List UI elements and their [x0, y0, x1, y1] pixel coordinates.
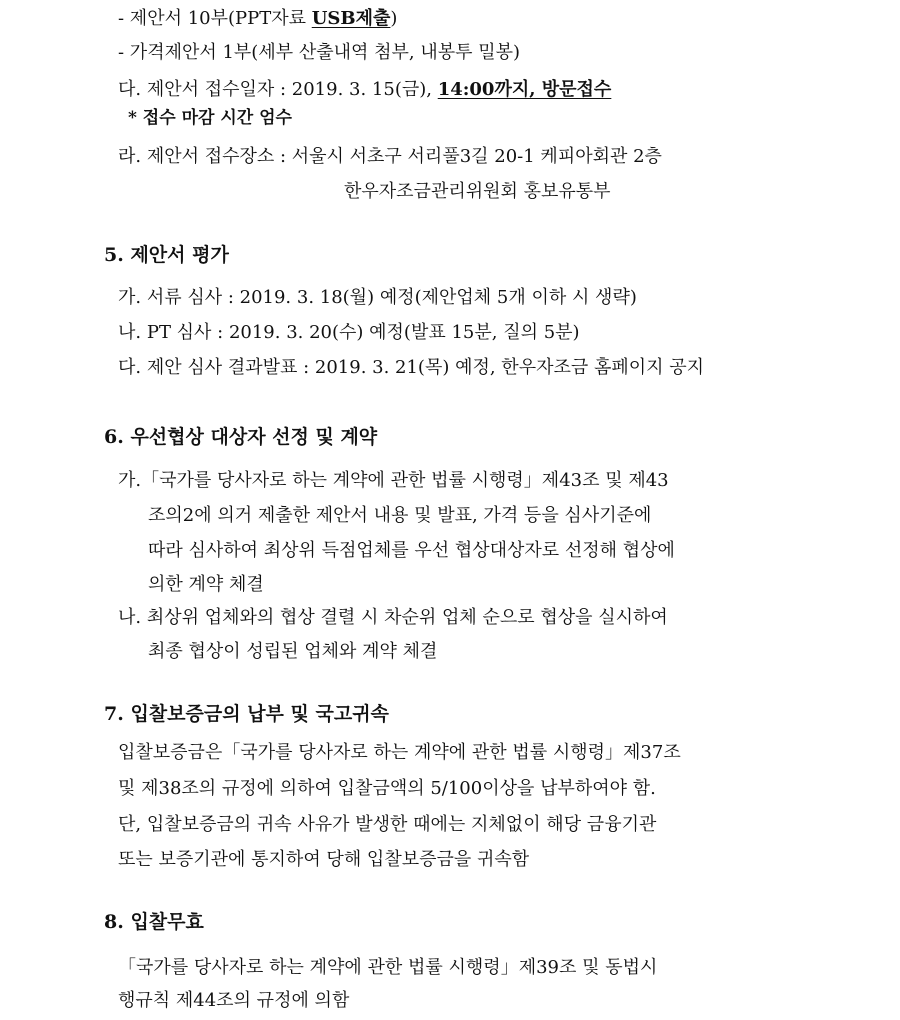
- section8-line1: 「국가를 당사자로 하는 계약에 관한 법률 시행령」제39조 및 동법시: [118, 957, 658, 978]
- submission-date-item: [118, 79, 611, 101]
- section5-item-1: 가. 서류 심사 : 2019. 3. 18(월) 예정(제안업체 5개 이하 시 생략): [118, 287, 637, 308]
- section5-item-2: 나. PT 심사 : 2019. 3. 20(수) 예정(발표 15분, 질의 5분): [118, 322, 580, 343]
- section6-ga-line1: 가.「국가를 당사자로 하는 계약에 관한 법률 시행령」제43조 및 제43: [118, 470, 669, 491]
- section7-heading: 7. 입찰보증금의 납부 및 국고귀속: [104, 703, 389, 725]
- section7-line1: 입찰보증금은「국가를 당사자로 하는 계약에 관한 법률 시행령」제37조: [118, 742, 681, 763]
- submission-deadline-emphasis: 14:00까지, 방문접수: [437, 79, 612, 100]
- proposal-copies-close: ): [390, 8, 398, 29]
- section6-na-line1: 나. 최상위 업체와의 협상 결렬 시 차순위 업체 순으로 협상을 실시하여: [118, 607, 668, 628]
- section6-na-line2: 최종 협상이 성립된 업체와 계약 체결: [148, 641, 438, 662]
- deadline-note: * 접수 마감 시간 엄수: [128, 108, 292, 128]
- section5-item-3: 다. 제안 심사 결과발표 : 2019. 3. 21(목) 예정, 한우자조금 홈페이지 공지: [118, 357, 705, 378]
- section7-line3: 단, 입찰보증금의 귀속 사유가 발생한 때에는 지체없이 해당 금융기관: [118, 814, 657, 835]
- proposal-copies-item: [118, 8, 397, 30]
- section7-line2: 및 제38조의 규정에 의하여 입찰금액의 5/100이상을 납부하여야 함.: [118, 778, 656, 799]
- section8-line2: 행규칙 제44조의 규정에 의함: [118, 990, 350, 1011]
- submission-place-line2: 한우자조금관리위원회 홍보유통부: [344, 181, 611, 202]
- section7-line4: 또는 보증기관에 통지하여 당해 입찰보증금을 귀속함: [118, 849, 530, 870]
- usb-submission-emphasis: USB제출: [311, 8, 391, 29]
- price-proposal-item: - 가격제안서 1부(세부 산출내역 첨부, 내봉투 밀봉): [118, 42, 521, 63]
- section8-heading: 8. 입찰무효: [104, 911, 204, 933]
- submission-date-text: 다. 제안서 접수일자 : 2019. 3. 15(금),: [118, 79, 438, 100]
- section5-heading: 5. 제안서 평가: [104, 244, 229, 266]
- section6-ga-line4: 의한 계약 체결: [148, 574, 264, 595]
- submission-place-line1: 라. 제안서 접수장소 : 서울시 서초구 서리풀3길 20-1 케피아회관 2층: [118, 146, 662, 167]
- section6-heading: 6. 우선협상 대상자 선정 및 계약: [104, 426, 378, 448]
- proposal-copies-text: - 제안서 10부(PPT자료: [118, 8, 312, 29]
- section6-ga-line3: 따라 심사하여 최상위 득점업체를 우선 협상대상자로 선정해 협상에: [148, 540, 675, 561]
- section6-ga-line2: 조의2에 의거 제출한 제안서 내용 및 발표, 가격 등을 심사기준에: [148, 505, 652, 526]
